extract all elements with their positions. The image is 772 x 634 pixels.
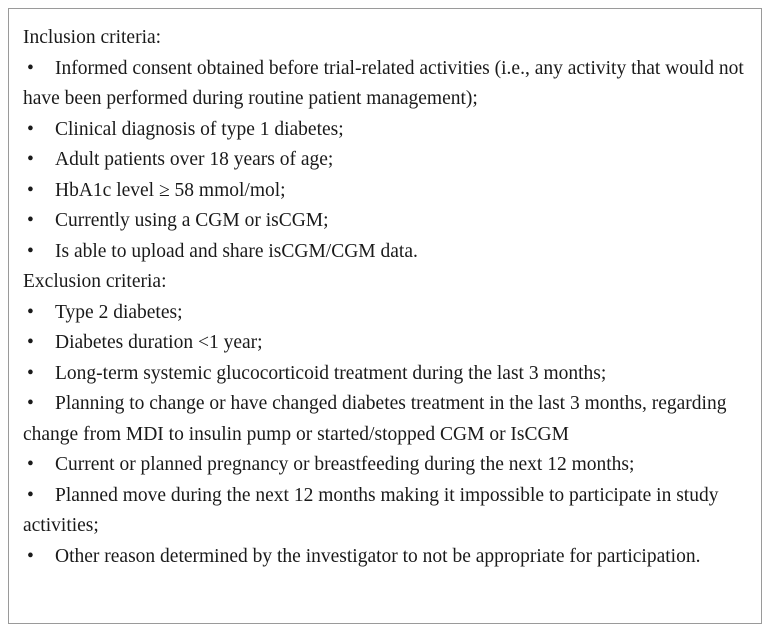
- bullet-icon: •: [27, 179, 34, 201]
- bullet-icon: •: [27, 362, 34, 384]
- exclusion-item: [23, 359, 747, 390]
- exclusion-item: [23, 542, 747, 573]
- exclusion-item-text: Other reason determined by the investigator to not be appropriate for participation.: [55, 545, 701, 567]
- inclusion-item-text: Adult patients over 18 years of age;: [55, 149, 334, 170]
- exclusion-item: [23, 450, 747, 481]
- exclusion-item-text: Long-term systemic glucocorticoid treatment during the last 3 months;: [55, 362, 607, 384]
- bullet-icon: •: [27, 301, 34, 323]
- inclusion-item-text: Is able to upload and share isCGM/CGM data.: [55, 240, 418, 262]
- exclusion-item: [23, 328, 747, 359]
- inclusion-item-text: Informed consent obtained before trial-related activities (i.e., any activity that would not have been performed during routine patient management);: [23, 57, 744, 109]
- inclusion-item: [23, 176, 747, 207]
- inclusion-item: [23, 237, 747, 268]
- exclusion-item-text: Diabetes duration <1 year;: [55, 332, 263, 353]
- exclusion-item: [23, 389, 747, 450]
- bullet-icon: •: [27, 149, 34, 170]
- exclusion-item-text: Type 2 diabetes;: [55, 301, 183, 323]
- bullet-icon: •: [27, 484, 34, 506]
- inclusion-item: [23, 115, 747, 146]
- exclusion-item-text: Planning to change or have changed diabetes treatment in the last 3 months, regarding change from MDI to insulin pump or started/stopped CGM or IsCGM: [23, 393, 727, 445]
- exclusion-heading: Exclusion criteria:: [23, 271, 167, 292]
- bullet-icon: •: [27, 545, 34, 567]
- bullet-icon: •: [27, 332, 34, 353]
- exclusion-item-text: Current or planned pregnancy or breastfeeding during the next 12 months;: [55, 454, 635, 475]
- bullet-icon: •: [27, 57, 34, 79]
- inclusion-item: [23, 206, 747, 237]
- inclusion-item-text: Currently using a CGM or isCGM;: [55, 210, 329, 231]
- exclusion-item-text: Planned move during the next 12 months making it impossible to participate in study activities;: [23, 484, 719, 536]
- bullet-icon: •: [27, 454, 34, 475]
- criteria-box: [8, 8, 762, 624]
- inclusion-item: [23, 145, 747, 176]
- inclusion-heading: Inclusion criteria:: [23, 27, 162, 48]
- inclusion-item-text: HbA1c level ≥ 58 mmol/mol;: [55, 179, 286, 201]
- exclusion-item: [23, 481, 747, 542]
- inclusion-item: [23, 54, 747, 115]
- bullet-icon: •: [27, 210, 34, 231]
- bullet-icon: •: [27, 393, 34, 414]
- inclusion-item-text: Clinical diagnosis of type 1 diabetes;: [55, 118, 344, 140]
- exclusion-item: [23, 298, 747, 329]
- bullet-icon: •: [27, 240, 34, 262]
- bullet-icon: •: [27, 118, 34, 140]
